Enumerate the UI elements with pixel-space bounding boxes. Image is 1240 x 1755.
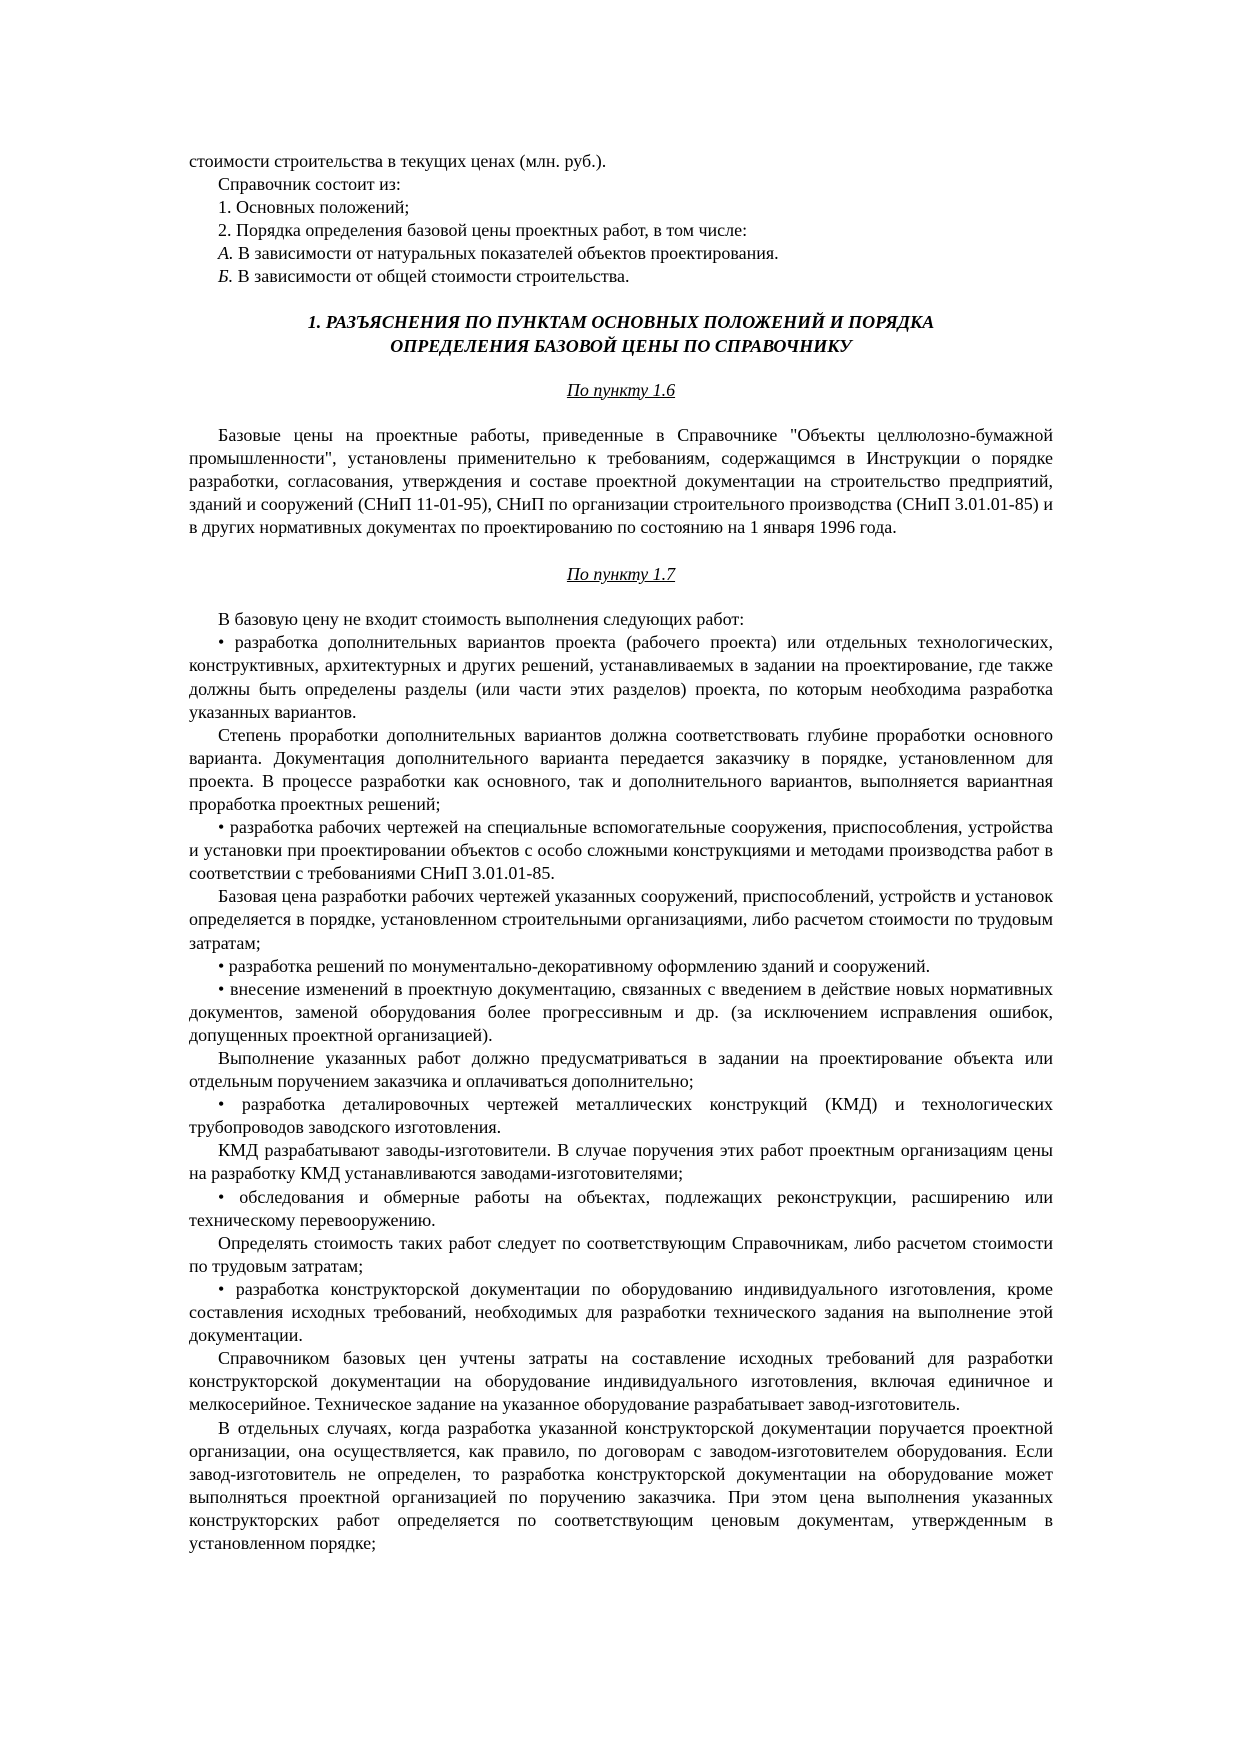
subheading-item-1-6: По пункту 1.6 (566, 379, 676, 400)
intro-line-composition: Справочник состоит из: (218, 174, 401, 195)
section-heading-line-2: ОПРЕДЕЛЕНИЯ БАЗОВОЙ ЦЕНЫ ПО СПРАВОЧНИКУ (390, 335, 852, 356)
subheading-item-1-7: По пункту 1.7 (566, 564, 676, 585)
paragraph-1-7-survey-cost: Определять стоимость таких работ следует по соответствующим Справочникам, либо расчетом стоимости по трудовым затратам; (189, 1232, 1053, 1276)
paragraph-1-7-bullet-surveys: • обследования и обмерные работы на объектах, подлежащих реконструкции, расширению или техническому перевооружению. (189, 1186, 1053, 1230)
document-page (189, 150, 1053, 1555)
paragraph-1-7-bullet-design-docs: • разработка конструкторской документации по оборудованию индивидуального изготовления, кроме составления исходных требований, необходимых для разработки технического задания на выполнение этой документации. (189, 1278, 1053, 1346)
intro-line-continuation: стоимости строительства в текущих ценах (млн. руб.). (189, 151, 607, 171)
section-heading (189, 310, 1053, 358)
paragraph-1-7-kmd-factories: КМД разрабатывают заводы-изготовители. В случае поручения этих работ проектным организациям цены на разработку КМД устанавливаются заводами-изготовителями; (189, 1140, 1053, 1184)
intro-item-2: 2. Порядка определения базовой цены проектных работ, в том числе: (218, 220, 748, 241)
paragraph-1-7-special-cases: В отдельных случаях, когда разработка указанной конструкторской документации поручается проектной организации, она осуществляется, как правило, по договорам с заводом-изготовителем оборудования. Если завод-изготовитель не определен, то разработка конструкторской документации на оборудование может выполняться проектной организацией по поручению заказчика. При этом цена выполнения указанных конструкторских работ определяется по соответствующим ценовым документам, утвержденным в установленном порядке; (189, 1417, 1053, 1553)
paragraph-1-7-bullet-changes: • внесение изменений в проектную документацию, связанных с введением в действие новых нормативных документов, заменой оборудования более прогрессивным и др. (за исключением исправления ошибок, допущенных проектной организацией). (189, 978, 1053, 1045)
section-heading-line-1: 1. РАЗЪЯСНЕНИЯ ПО ПУНКТАМ ОСНОВНЫХ ПОЛОЖЕНИЙ И ПОРЯДКА (307, 311, 935, 332)
paragraph-1-7-bullet-monumental: • разработка решений по монументально-декоративному оформлению зданий и сооружений. (218, 955, 931, 976)
paragraph-1-7-variant-depth: Степень проработки дополнительных вариантов должна соответствовать глубине проработки основного варианта. Документация дополнительного варианта передается заказчику в порядке, установленном для проекта. В процессе разработки как основного, так и дополнительного вариантов, выполняется вариантная проработка проектных решений; (189, 724, 1053, 814)
paragraph-1-7-intro: В базовую цену не входит стоимость выполнения следующих работ: (218, 609, 745, 630)
intro-item-b-mark: Б. (218, 266, 234, 287)
paragraph-item-1-6: Базовые цены на проектные работы, приведенные в Справочнике "Объекты целлюлозно-бумажной промышленности", установлены применительно к требованиям, содержащимся в Инструкции о порядке разработки, согласования, утверждения и составе проектной документации на строительство предприятий, зданий и сооружений (СНиП 11-01-95), СНиП по организации строительного производства (СНиП 3.01.01-85) и в других нормативных документах по проектированию по состоянию на 1 января 1996 года. (189, 424, 1053, 538)
paragraph-1-7-bullet-kmd: • разработка деталировочных чертежей металлических конструкций (КМД) и технологических трубопроводов заводского изготовления. (189, 1094, 1053, 1138)
paragraph-1-7-bullet-variants: • разработка дополнительных вариантов проекта (рабочего проекта) или отдельных технологических, конструктивных, архитектурных и других решений, устанавливаемых в задании на проектирование, где также должны быть определены разделы (или части этих разделов) проекта, по которым необходима разработка указанных вариантов. (189, 632, 1053, 722)
intro-item-a (189, 242, 1053, 265)
intro-item-a-text: В зависимости от натуральных показателей объектов проектирования. (233, 243, 779, 264)
paragraph-1-7-extra-payment: Выполнение указанных работ должно предусматриваться в задании на проектирование объекта или отдельным поручением заказчика и оплачиваться дополнительно; (189, 1048, 1053, 1092)
paragraph-1-7-base-price-costs: Справочником базовых цен учтены затраты на составление исходных требований для разработки конструкторской документации на оборудование индивидуального изготовления, включая единичное и мелкосерийное. Техническое задание на указанное оборудование разрабатывает завод-изготовитель. (189, 1348, 1053, 1415)
intro-item-a-mark: А. (218, 243, 234, 264)
intro-item-b-text: В зависимости от общей стоимости строительства. (233, 266, 630, 287)
paragraph-1-7-bullet-working-drawings: • разработка рабочих чертежей на специальные вспомогательные сооружения, приспособления, устройства и установки при проектировании объектов с особо сложными конструкциями и методами производства работ в соответствии с требованиями СНиП 3.01.01-85. (189, 817, 1053, 884)
intro-item-1: 1. Основных положений; (218, 197, 410, 218)
paragraph-1-7-drawings-price: Базовая цена разработки рабочих чертежей указанных сооружений, приспособлений, устройств и установок определяется в порядке, установленном строительными организациями, либо расчетом стоимости по трудовым затратам; (189, 886, 1053, 953)
intro-item-b (189, 265, 1053, 288)
